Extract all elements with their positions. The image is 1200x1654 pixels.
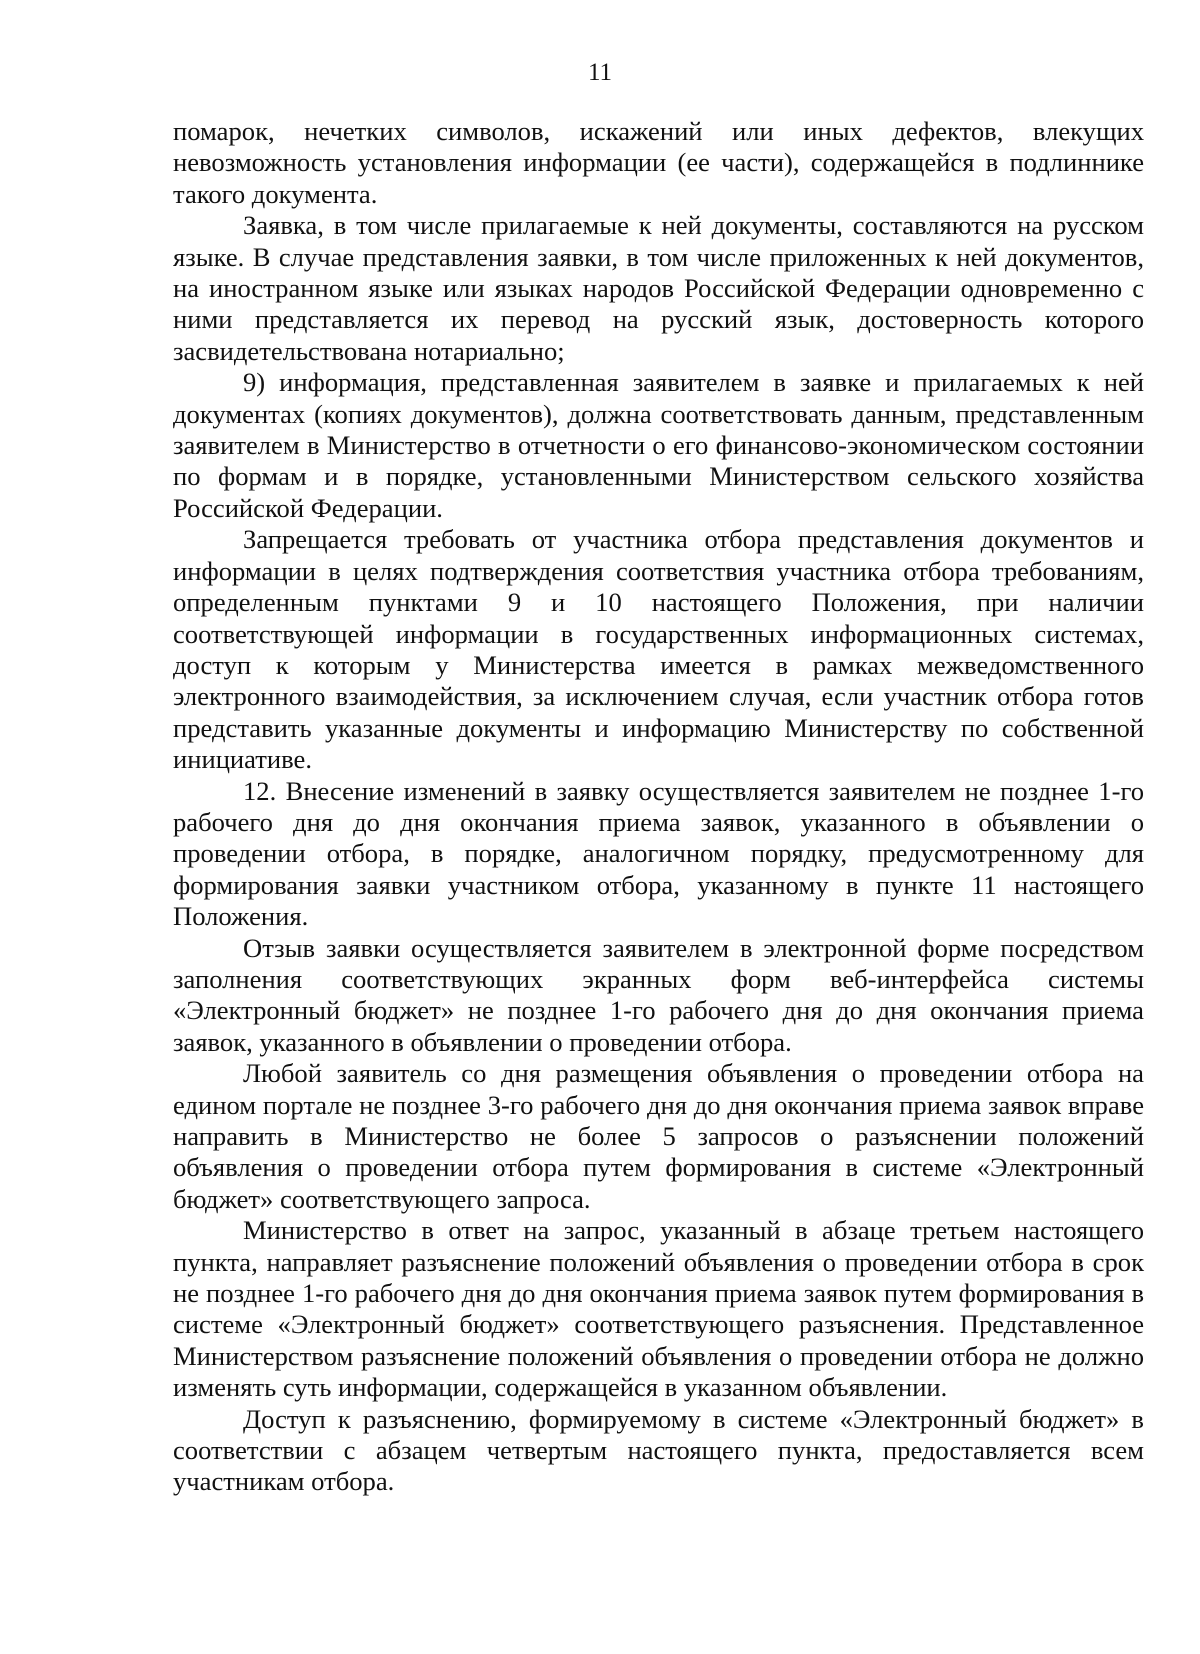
- paragraph-application-withdrawal: Отзыв заявки осуществляется заявителем в электронной форме посредством заполнения соответствующих экранных форм веб-интерфейса системы «Электронный бюджет» не позднее 1-го рабочего дня до дня окончания приема заявок, указанного в объявлении о проведении отбора.: [173, 932, 1144, 1057]
- paragraph-clarification-access: Доступ к разъяснению, формируемому в системе «Электронный бюджет» в соответствии с абзацем четвертым настоящего пункта, предоставляется всем участникам отбора.: [173, 1403, 1144, 1497]
- document-body: [173, 116, 1144, 1498]
- page-number: 11: [587, 59, 613, 86]
- paragraph-item-12: 12. Внесение изменений в заявку осуществляется заявителем не позднее 1-го рабочего дня до дня окончания приема заявок, указанного в объявлении о проведении отбора, в порядке, аналогичном порядку, предусмотренному для формирования заявки участником отбора, указанному в пункте 11 настоящего Положения.: [173, 775, 1144, 932]
- paragraph-continuation: помарок, нечетких символов, искажений или иных дефектов, влекущих невозможность установления информации (ее части), содержащейся в подлиннике такого документа.: [173, 116, 1144, 209]
- paragraph-document-request-prohibition: Запрещается требовать от участника отбора представления документов и информации в целях подтверждения соответствия участника отбора требованиям, определенным пунктами 9 и 10 настоящего Положения, при наличии соответствующей информации в государственных информационных системах, доступ к которым у Министерства имеется в рамках межведомственного электронного взаимодействия, за исключением случая, если участник отбора готов представить указанные документы и информацию Министерству по собственной инициативе.: [173, 524, 1144, 775]
- paragraph-clarification-requests: Любой заявитель со дня размещения объявления о проведении отбора на едином портале не позднее 3-го рабочего дня до дня окончания приема заявок вправе направить в Министерство не более 5 запросов о разъяснении положений объявления о проведении отбора путем формирования в системе «Электронный бюджет» соответствующего запроса.: [173, 1058, 1144, 1214]
- paragraph-ministry-response: Министерство в ответ на запрос, указанный в абзаце третьем настоящего пункта, направляет разъяснение положений объявления о проведении отбора в срок не позднее 1-го рабочего дня до дня окончания приема заявок путем формирования в системе «Электронный бюджет» соответствующего разъяснения. Представленное Министерством разъяснение положений объявления о проведении отбора не должно изменять суть информации, содержащейся в указанном объявлении.: [173, 1215, 1144, 1403]
- paragraph-item-9: 9) информация, представленная заявителем в заявке и прилагаемых к ней документах (копиях документов), должна соответствовать данным, представленным заявителем в Министерство в отчетности о его финансово-экономическом состоянии по формам и в порядке, установленными Министерством сельского хозяйства Российской Федерации.: [173, 367, 1144, 523]
- paragraph-application-language: Заявка, в том числе прилагаемые к ней документы, составляются на русском языке. В случае представления заявки, в том числе приложенных к ней документов, на иностранном языке или языках народов Российской Федерации одновременно с ними представляется их перевод на русский язык, достоверность которого засвидетельствована нотариально;: [173, 210, 1144, 366]
